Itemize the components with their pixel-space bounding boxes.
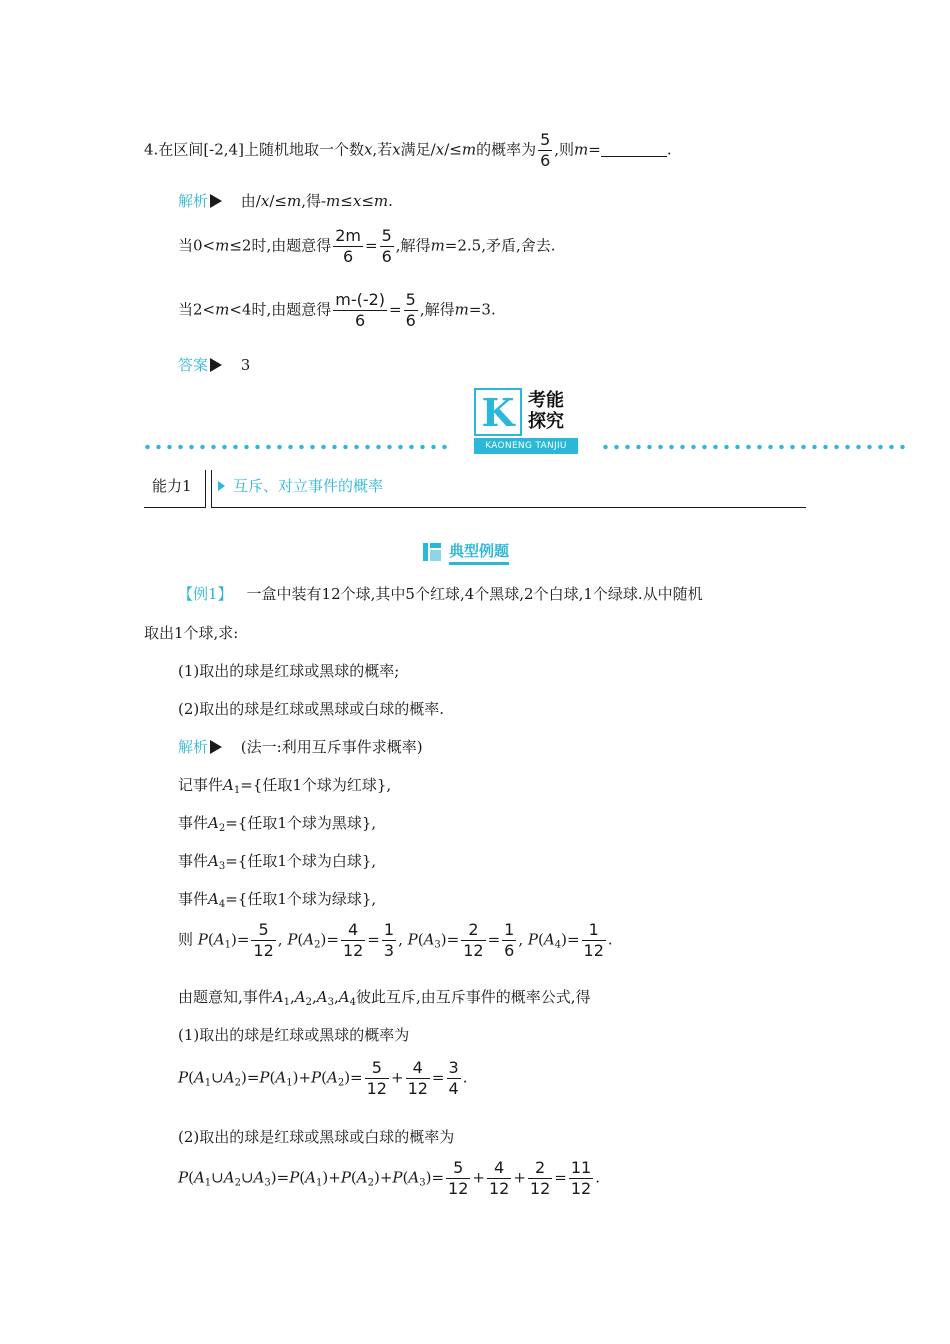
section-icon bbox=[423, 543, 441, 561]
dotted-divider-right bbox=[600, 444, 910, 450]
result-1-label: (1)取出的球是红球或黑球的概率为 bbox=[178, 1026, 410, 1044]
fraction: $\frac{2m}{6}$ bbox=[335, 226, 362, 266]
fraction: $\frac{5}{12}$ bbox=[253, 920, 274, 960]
dotted-divider-left bbox=[142, 444, 452, 450]
event-probabilities: 则 $P(A_1)=$ $\frac{5}{12}$ , $P(A_2)=$ $\frac{4}{12}$ = $\frac{1}{3}$ , $P(A_3)=$ $\frac{2}{12}$ = $\frac{1}{6}$ , $P(A_4)=$ $\frac{1}{12}$ . bbox=[178, 920, 613, 960]
fraction: $\frac{5}{12}$ bbox=[448, 1158, 469, 1198]
solution-4-case2: 当2<m<4时,由题意得 $\frac{m-(-2)}{6}$ = $\frac{5}{6}$ ,解得m=3. bbox=[178, 290, 496, 330]
answer-4 bbox=[178, 354, 250, 375]
solution-label: 解析 bbox=[178, 192, 209, 210]
fraction: $\frac{1}{12}$ bbox=[583, 920, 604, 960]
logo-subtitle: KAONENG TANJIU bbox=[474, 438, 578, 454]
event-a2: 事件$A_2=${任取1个球为黑球}, bbox=[178, 814, 377, 834]
ability-title: 互斥、对立事件的概率 bbox=[233, 477, 384, 495]
arrow-icon bbox=[210, 740, 222, 754]
fraction: $\frac{4}{12}$ bbox=[342, 920, 364, 960]
fraction: $\frac{1}{3}$ bbox=[383, 920, 395, 960]
fraction: $\frac{4}{12}$ bbox=[407, 1058, 428, 1098]
answer-blank bbox=[601, 156, 667, 157]
ability-title-bar bbox=[211, 470, 806, 508]
event-a4: 事件$A_4=${任取1个球为绿球}, bbox=[178, 890, 377, 910]
fraction: $\frac{5}{12}$ bbox=[366, 1058, 387, 1098]
logo-k-icon: K bbox=[474, 388, 522, 436]
mutual-exclusion-note: 由题意知,事件$A_1,A_2,A_3,A_4$彼此互斥,由互斥事件的概率公式,得 bbox=[178, 988, 591, 1008]
fraction: $\frac{5}{6}$ bbox=[405, 290, 416, 330]
section-title: 典型例题 bbox=[449, 540, 509, 565]
triangle-icon bbox=[218, 481, 225, 491]
fraction: $\frac{11}{12}$ bbox=[570, 1158, 592, 1198]
example-1-line2: 取出1个球,求: bbox=[144, 624, 239, 642]
fraction: $\frac{5}{6}$ bbox=[540, 130, 551, 170]
problem-4-stem: 4.在区间[-2,4]上随机地取一个数x,若x满足/x/≤m的概率为 $\frac{5}{6}$ ,则m= . bbox=[144, 130, 672, 170]
ability-label: 能力1 bbox=[152, 477, 192, 495]
event-a1: 记事件$A_1=${任取1个球为红球}, bbox=[178, 776, 392, 796]
answer-label: 答案 bbox=[178, 356, 209, 374]
fraction: $\frac{2}{12}$ bbox=[463, 920, 484, 960]
event-a3: 事件$A_3=${任取1个球为白球}, bbox=[178, 852, 377, 872]
arrow-icon bbox=[210, 194, 222, 208]
solution-4-line1: 解析 由/x/≤m,得-m≤x≤m. bbox=[178, 192, 393, 210]
example-1-q2: (2)取出的球是红球或黑球或白球的概率. bbox=[178, 700, 445, 718]
fraction: $\frac{3}{4}$ bbox=[448, 1058, 459, 1098]
ability-label-box bbox=[144, 470, 206, 508]
solution-label: 解析 bbox=[178, 738, 209, 756]
result-2-label: (2)取出的球是红球或黑球或白球的概率为 bbox=[178, 1128, 455, 1146]
fraction: $\frac{4}{12}$ bbox=[488, 1158, 510, 1198]
answer-value: 3 bbox=[240, 356, 251, 374]
fraction: $\frac{1}{6}$ bbox=[504, 920, 515, 960]
kaoneng-tanjiu-logo: K 考能 探究 KAONENG TANJIU bbox=[474, 388, 578, 454]
example-1-line1: 【例1】 一盒中装有12个球,其中5个红球,4个黑球,2个白球,1个绿球.从中随机 bbox=[178, 585, 703, 603]
result-2-formula: $P(A_1\cup A_2\cup A_3)=P(A_1)+P(A_2)+P(A_3)=$ $\frac{5}{12}$ + $\frac{4}{12}$ + $\frac{2}{12}$ = $\frac{11}{12}$ . bbox=[178, 1158, 600, 1198]
fraction: $\frac{m-(-2)}{6}$ bbox=[335, 290, 386, 330]
fraction: $\frac{5}{6}$ bbox=[381, 226, 392, 266]
example-label: 【例1】 bbox=[178, 585, 233, 603]
solution-4-case1: 当0<m≤2时,由题意得 $\frac{2m}{6}$ = $\frac{5}{6}$ ,解得m=2.5,矛盾,舍去. bbox=[178, 226, 556, 266]
arrow-icon bbox=[210, 358, 222, 372]
example-1-q1: (1)取出的球是红球或黑球的概率; bbox=[178, 662, 400, 680]
result-1-formula: $P(A_1\cup A_2)=P(A_1)+P(A_2)=$ $\frac{5}{12}$ + $\frac{4}{12}$ = $\frac{3}{4}$ . bbox=[178, 1058, 468, 1098]
solution-1-header: 解析 (法一:利用互斥事件求概率) bbox=[178, 738, 423, 756]
problem-number: 4. bbox=[144, 140, 159, 159]
fraction: $\frac{2}{12}$ bbox=[529, 1158, 551, 1198]
